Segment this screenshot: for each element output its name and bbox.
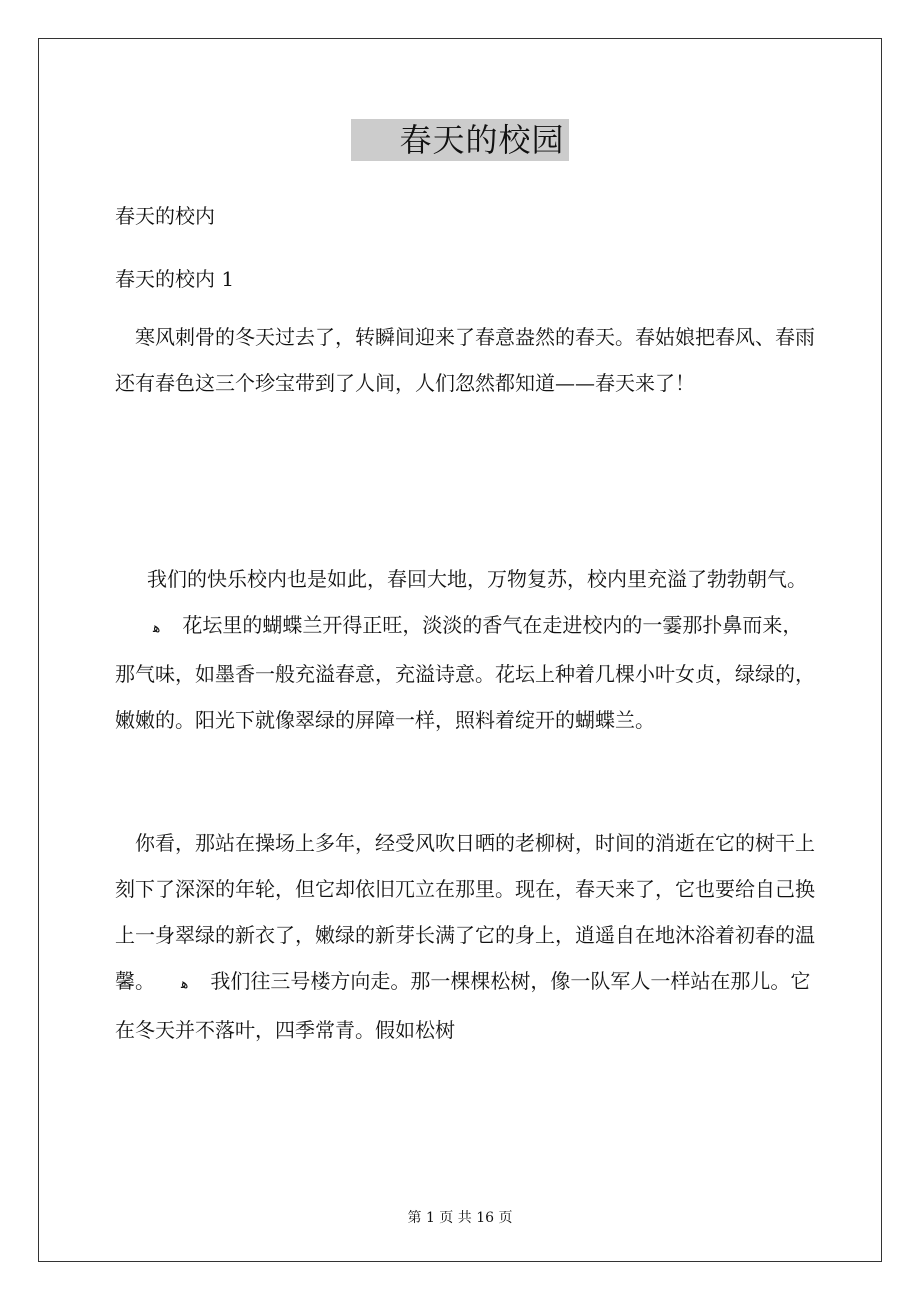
paragraph-2 bbox=[115, 556, 815, 743]
document-title: 春天的校园 bbox=[351, 119, 568, 161]
heading-1: 春天的校内 bbox=[115, 204, 215, 228]
heading-2: 春天的校内 1 bbox=[115, 267, 235, 291]
paragraph-2-part-1: 我们的快乐校内也是如此，春回大地，万物复苏，校内里充溢了勃勃朝气。 bbox=[147, 567, 807, 591]
document-page bbox=[38, 38, 882, 1262]
paragraph-3-part-2: 我们往三号楼方向走。那一棵棵松树，像一队军人一样站在那儿。它在冬天并不落叶，四季常青。假如松树 bbox=[115, 969, 811, 1042]
paragraph-2-part-2: 花坛里的蝴蝶兰开得正旺，淡淡的香气在走进校内的一霎那扑鼻而来，那气味，如墨香一般充溢春意，充溢诗意。花坛上种着几棵小叶女贞，绿绿的，嫩嫩的。阳光下就像翠绿的屏障一样，照料着绽开的蝴蝶兰。 bbox=[115, 613, 815, 732]
page-footer: 第 1 页 共 16 页 bbox=[407, 1210, 513, 1226]
paragraph-3-part-1: 你看，那站在操场上多年，经受风吹日晒的老柳树，时间的消逝在它的树干上刻下了深深的年轮，但它却依旧兀立在那里。现在，春天来了，它也要给自己换上一身翠绿的新衣了，嫩绿的新芽长满了它的身上，逍遥自在地沐浴着初春的温馨。 bbox=[115, 831, 815, 993]
title-wrap bbox=[39, 119, 881, 161]
special-mark-2: ﻫ bbox=[181, 976, 189, 992]
paragraph-3 bbox=[115, 820, 815, 1053]
special-mark: ﻫ bbox=[153, 620, 161, 636]
paragraph-1: 寒风刺骨的冬天过去了，转瞬间迎来了春意盎然的春天。春姑娘把春风、春雨还有春色这三个珍宝带到了人间，人们忽然都知道——春天来了！ bbox=[115, 325, 815, 395]
